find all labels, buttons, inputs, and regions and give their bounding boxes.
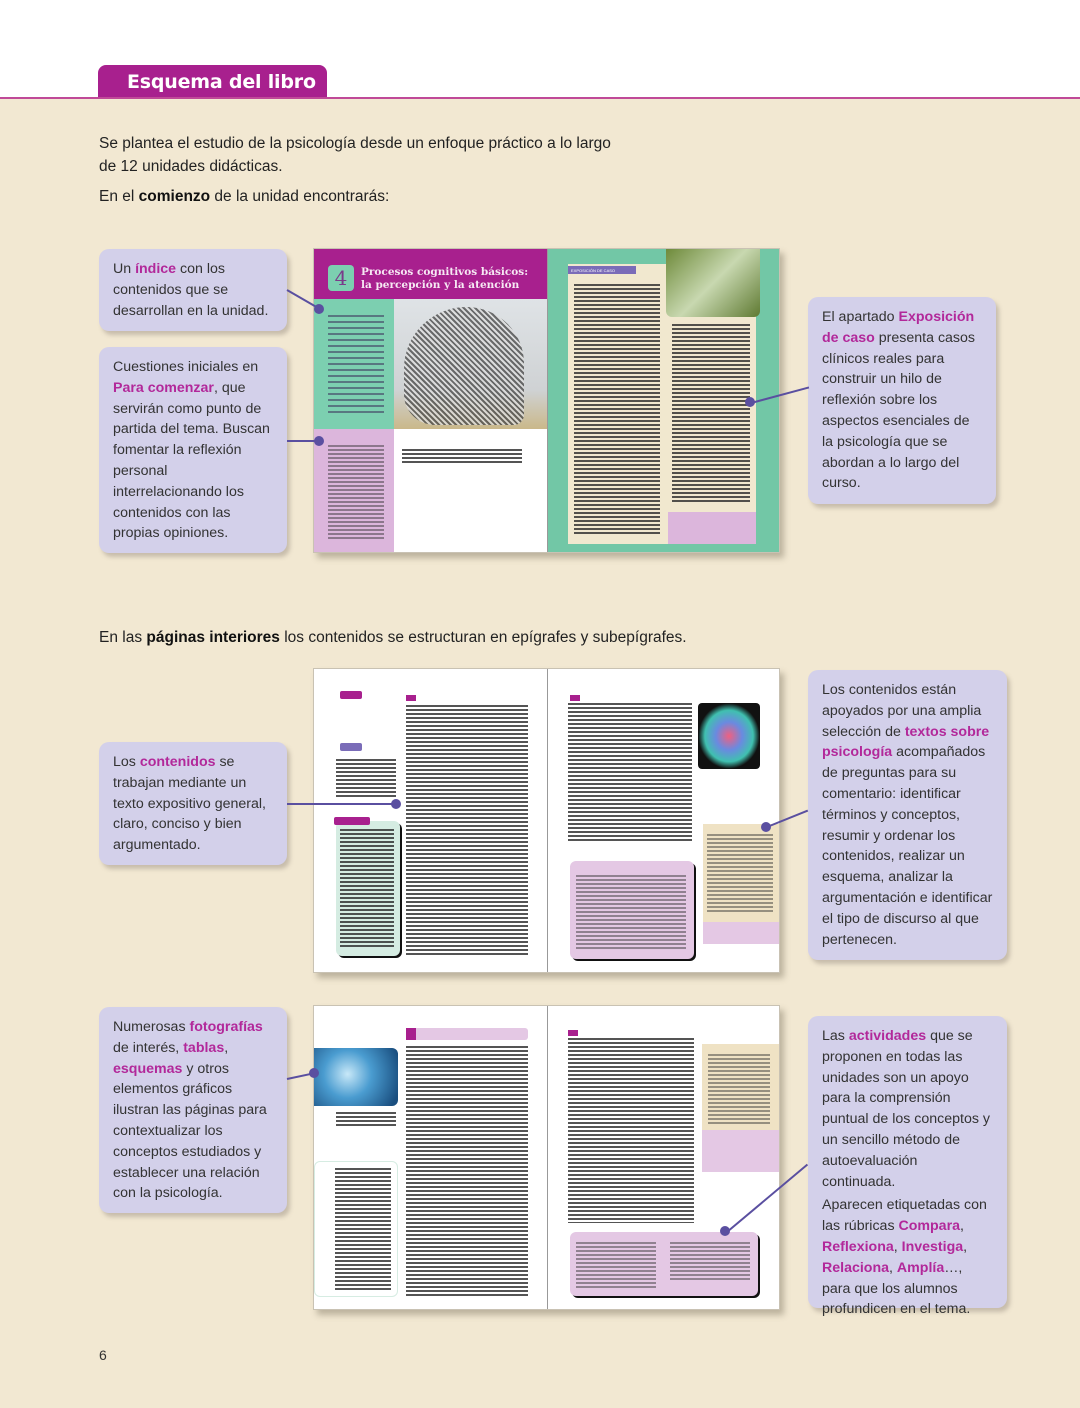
sidebar-text [336,759,396,797]
text-commentary-box [702,1044,780,1172]
leader-dot [314,304,324,314]
sidebar-box-label [334,817,370,825]
hands-photo [314,1048,398,1106]
intro-line: de 12 unidades didácticas. [99,158,283,175]
left-page [314,669,547,973]
right-page [548,669,780,973]
section-tab: Esquema del libro [98,65,327,98]
leader-dot [761,822,771,832]
book-spread-activities [313,1005,780,1310]
leader-line [287,440,317,442]
page-number: 6 [99,1347,107,1363]
index-panel [314,299,394,429]
commentary-questions [702,1130,780,1172]
leader-dot [720,1226,730,1236]
case-text-col2 [672,324,750,504]
callout-textos-psicologia: Los contenidos están apoyados por una amplia selección de textos sobre psicología acompañados de preguntas para su comentario: identificar términos y conceptos, resumir y ordenar los contenidos, realizar un esquema, analizar la argumentación e identificar el tipo de discurso al que pertenecen. [808,670,1007,960]
questions-text [328,445,384,540]
text-commentary-box [703,824,780,944]
body-text [568,703,692,843]
leader-dot [391,799,401,809]
callout-exposicion-caso: El apartado Exposición de caso presenta casos clínicos reales para construir un hilo de reflexión sobre los aspectos esenciales de la psicología que se abordan a lo largo del curso. [808,297,996,504]
scheme-box [340,691,362,699]
activities-box [570,861,694,959]
leader-line [287,803,397,805]
callout-fotografias: Numerosas fotografías de interés, tablas, esquemas y otros elementos gráficos ilustran las páginas para contextualizar los conceptos estudiados y establecer una relación con la psicología. [99,1007,287,1213]
callout-indice: Un índice con los contenidos que se desarrollan en la unidad. [99,249,287,331]
book-spread-interior [313,668,780,973]
body-text [406,705,528,955]
horse-illustration [394,299,547,429]
epigraph-number [406,695,416,701]
activities-text [576,875,686,951]
epigraph-number [570,695,580,701]
activities-box [570,1232,758,1296]
commentary-text [708,1054,770,1124]
body-text [406,1046,528,1296]
leader-dot [314,436,324,446]
glossary-box [314,1161,398,1297]
case-photo [666,249,760,317]
callout-para-comenzar: Cuestiones iniciales en Para comenzar, que servirán como punto de partida del tema. Buscan fomentar la reflexión personal interrelacionando los contenidos con las propias opiniones. [99,347,287,553]
intro-comienzo: En el comienzo de la unidad encontrarás: [99,188,390,205]
unit-header [314,249,547,299]
horse-shape [404,307,524,425]
book-spread-opening [313,248,780,553]
body-text [568,1038,694,1223]
unit-number-badge: 4 [328,265,354,291]
leader-dot [309,1068,319,1078]
header-rule [0,97,1080,99]
brain-image [698,703,760,769]
section-header-bar [406,1028,528,1040]
sidebar-box-text [340,829,394,949]
unit-title: Procesos cognitivos básicos: la percepción y la atención [361,266,529,291]
commentary-text [707,834,773,914]
case-questions [668,512,756,544]
leader-dot [745,397,755,407]
right-page [548,1006,780,1310]
intro-text [402,449,522,463]
sidebar-box [336,821,400,956]
epigraph-number [568,1030,578,1036]
case-text-col1 [574,284,660,534]
callout-contenidos: Los contenidos se trabajan mediante un texto expositivo general, claro, conciso y bien argumentado. [99,742,287,865]
glossary-text [335,1168,391,1290]
photo-caption [336,1112,396,1126]
intro-line: Se plantea el estudio de la psicología desde un enfoque práctico a lo largo [99,135,611,152]
intro-paragraph [99,132,611,208]
interior-pages-intro: En las páginas interiores los contenidos se estructuran en epígrafes y subepígrafes. [99,629,687,646]
left-page [314,249,547,553]
commentary-questions [703,922,780,944]
index-list [328,315,384,415]
activities-text [670,1242,750,1282]
para-comenzar-panel [314,429,394,553]
callout-actividades: Las actividades que se proponen en todas las unidades son un apoyo para la comprensión puntual de los conceptos y un sencillo método de autoevaluación continuada. Aparecen etiquetadas con las rúbricas Compara, Reflexiona, Investiga, Relaciona, Amplía…, para que los alumnos profundicen en el tema. [808,1016,1007,1308]
left-page [314,1006,547,1310]
scheme-box [340,743,362,751]
activities-text [576,1242,656,1290]
case-label: EXPOSICIÓN DE CASO [568,266,636,274]
